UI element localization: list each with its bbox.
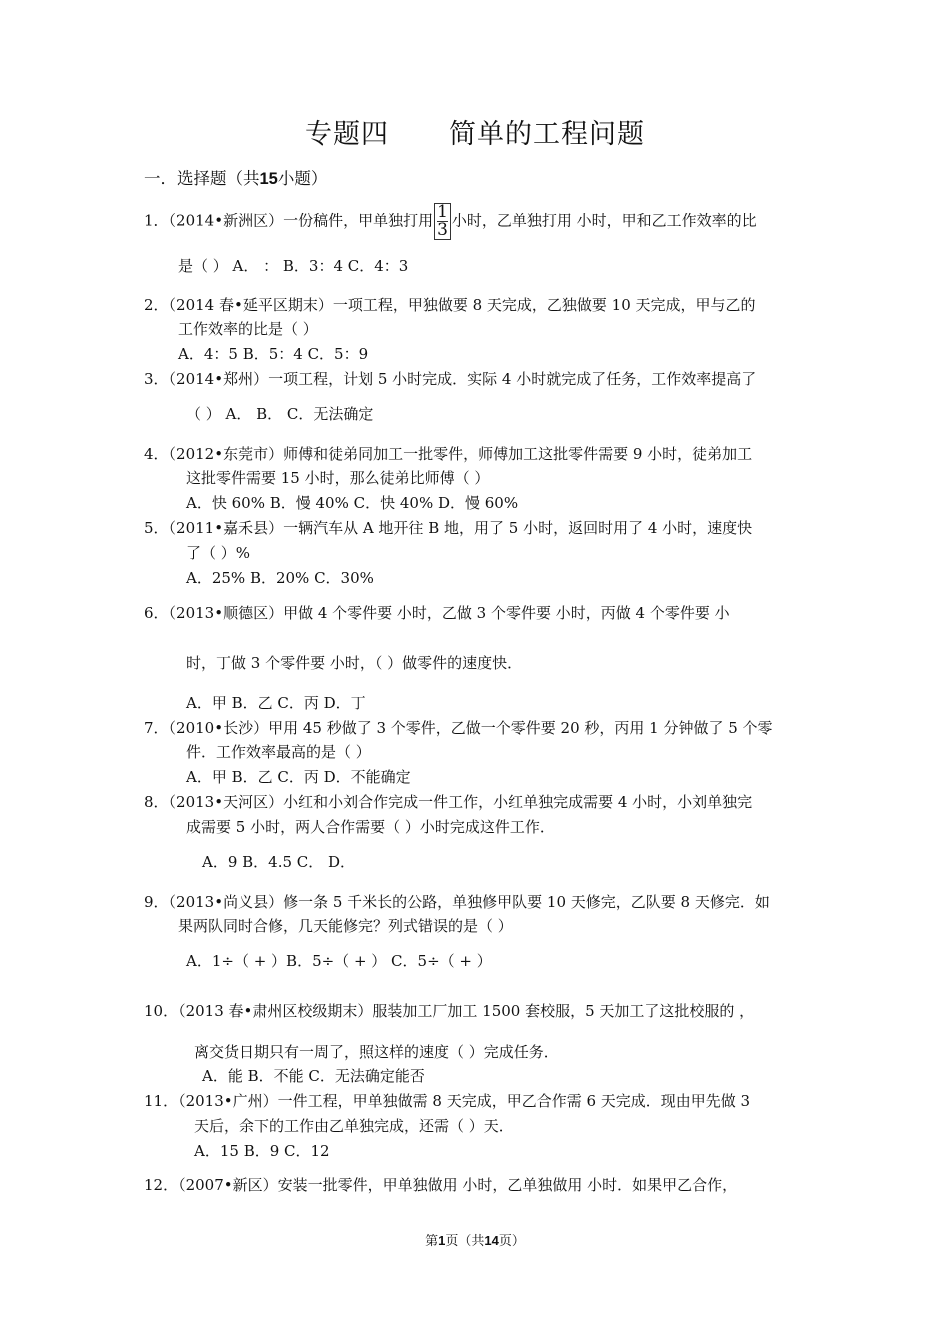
q1-text-a: 1．（2014•新洲区）一份稿件，甲单独打用: [144, 211, 434, 230]
section-count: 15: [259, 170, 278, 188]
q6-line1: 6．（2013•顺德区）甲做 4 个零件要 小时，乙做 3 个零件要 小时，丙做 4 个零件要 小: [144, 604, 730, 622]
section-heading: [144, 165, 327, 189]
q1-line1: [144, 203, 757, 240]
title-part1: 专题四: [305, 119, 389, 150]
q2-line2: 工作效率的比是（ ）: [178, 320, 318, 338]
q12-line1: 12．（2007•新区）安装一批零件，甲单独做用 小时，乙单独做用 小时．如果甲乙合作，: [144, 1176, 738, 1194]
q7-line2: 件．工作效率最高的是（ ）: [186, 743, 371, 761]
page-footer: [0, 1230, 950, 1249]
section-prefix: 一．选择题（共: [144, 169, 260, 188]
q4-line2: 这批零件需要 15 小时，那么徒弟比师傅（ ）: [186, 469, 490, 487]
q10-line1: 10．（2013 春•肃州区校级期末）服装加工厂加工 1500 套校服，5 天加工了这批校服的 ，: [144, 1002, 755, 1020]
section-suffix: 小题）: [277, 169, 328, 188]
footer-total-pages: 14: [484, 1233, 499, 1248]
footer-page-number: 1: [438, 1233, 446, 1248]
q8-line2: 成需要 5 小时，两人合作需要（ ）小时完成这件工作．: [186, 818, 555, 836]
title-part2: 简单的工程问题: [449, 119, 645, 150]
footer-suffix: 页）: [498, 1234, 525, 1249]
fraction-numerator: 1: [437, 202, 448, 222]
q3-line1: 3．（2014•郑州）一项工程，计划 5 小时完成．实际 4 小时就完成了任务，工作效率提高了: [144, 370, 757, 388]
q7-line1: 7．（2010•长沙）甲用 45 秒做了 3 个零件，乙做一个零件要 20 秒，丙用 1 分钟做了 5 个零: [144, 719, 773, 737]
q11-options: A．15 B．9 C．12: [194, 1142, 330, 1160]
q4-options: A．快 60% B．慢 40% C．快 40% D．慢 60%: [186, 494, 519, 512]
q5-line1: 5．（2011•嘉禾县）一辆汽车从 A 地开往 B 地，用了 5 小时，返回时用了 4 小时，速度快: [144, 519, 753, 537]
q2-line1: 2．（2014 春•延平区期末）一项工程，甲独做要 8 天完成，乙独做要 10 天完成，甲与乙的: [144, 296, 756, 314]
q11-line1: 11．（2013•广州）一件工程，甲单独做需 8 天完成，甲乙合作需 6 天完成．现由甲先做 3: [144, 1092, 751, 1110]
q9-options: A．1÷（ + ）B．5÷（ + ） C．5÷（ + ）: [186, 952, 492, 970]
q1-line2: 是（ ） A． ： B．3：4 C．4：3: [178, 257, 409, 275]
q2-options: A．4：5 B．5：4 C．5：9: [178, 345, 369, 363]
q11-line2: 天后，余下的工作由乙单独完成，还需（ ）天．: [194, 1117, 514, 1135]
footer-mid: 页（共: [445, 1234, 485, 1249]
fraction-box: [434, 203, 451, 240]
q7-options: A．甲 B．乙 C．丙 D．不能确定: [186, 768, 411, 786]
q5-options: A．25% B．20% C．30%: [186, 569, 374, 587]
page-title: [0, 112, 950, 151]
q6-options: A．甲 B．乙 C．丙 D．丁: [186, 694, 366, 712]
q8-options: A．9 B．4.5 C． D．: [202, 853, 356, 871]
q3-line2: （ ） A． B． C．无法确定: [186, 405, 374, 423]
q9-line1: 9．（2013•尚义县）修一条 5 千米长的公路，单独修甲队要 10 天修完，乙队要 8 天修完．如: [144, 893, 770, 911]
fraction-denominator: 3: [437, 220, 448, 240]
q1-text-b: 小时，乙单独打用 小时，甲和乙工作效率的比: [451, 211, 757, 230]
q9-line2: 果两队同时合修，几天能修完？列式错误的是（ ）: [178, 917, 513, 935]
q8-line1: 8．（2013•天河区）小红和小刘合作完成一件工作，小红单独完成需要 4 小时，小刘单独完: [144, 793, 753, 811]
footer-prefix: 第: [425, 1234, 439, 1249]
q5-line2: 了（ ）%: [186, 544, 251, 562]
q6-line2: 时，丁做 3 个零件要 小时，（ ）做零件的速度快．: [186, 654, 523, 672]
q10-options: A．能 B．不能 C．无法确定能否: [202, 1067, 425, 1085]
q4-line1: 4．（2012•东莞市）师傅和徒弟同加工一批零件，师傅加工这批零件需要 9 小时，徒弟加工: [144, 445, 753, 463]
q10-line2: 离交货日期只有一周了，照这样的速度（ ）完成任务．: [194, 1043, 559, 1061]
